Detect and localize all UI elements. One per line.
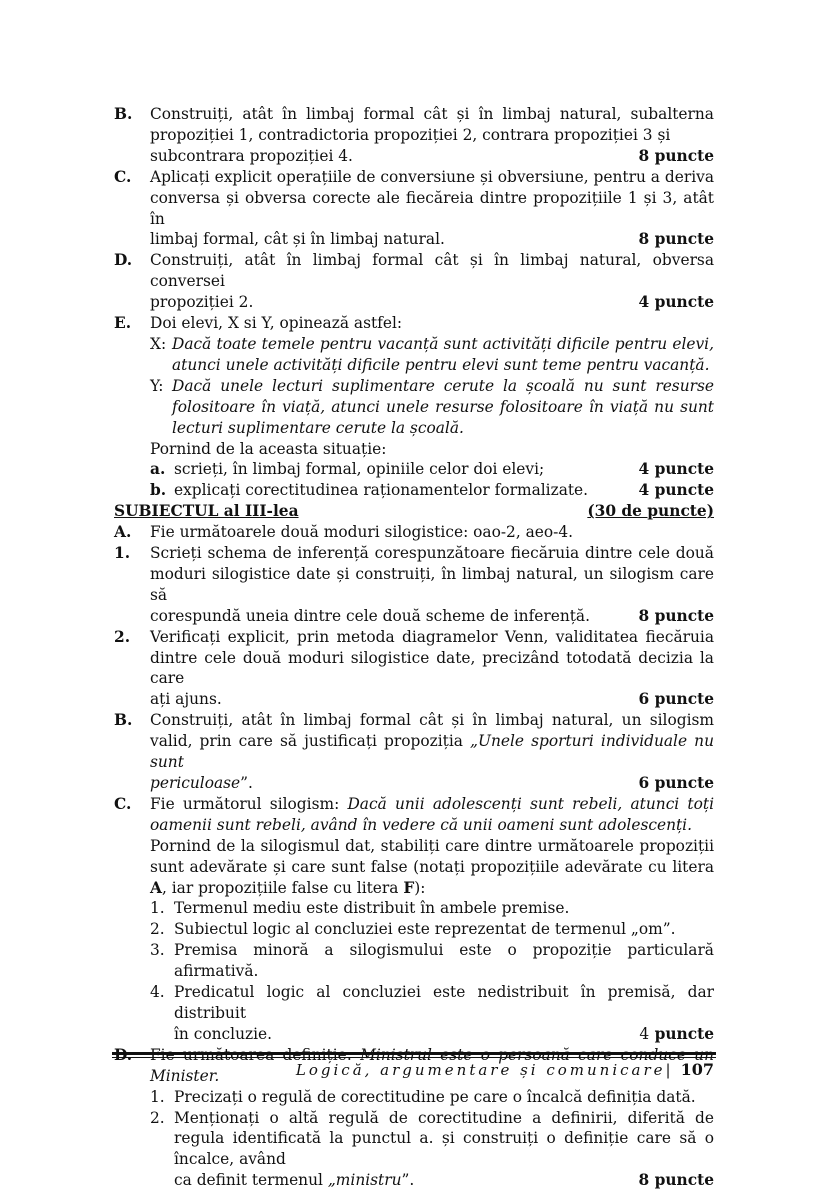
list-number: 1. <box>150 898 174 919</box>
page-number: 107 <box>681 1060 714 1079</box>
item-label: A. <box>114 522 150 543</box>
subitem-label: b. <box>150 480 174 501</box>
syllogism-text: Dacă unii adolescenți sunt rebeli, atunci toți oamenii sunt rebeli, având în vedere că unii oameni sunt adolescenți. <box>150 795 714 834</box>
list-text-end: în concluzie. <box>174 1024 272 1045</box>
footer-rule-thin <box>112 1057 716 1058</box>
points-label: 8 puncte <box>639 1170 714 1191</box>
list-item <box>150 919 714 940</box>
letter-f: F <box>403 879 414 897</box>
list-number: 1. <box>150 1087 174 1108</box>
points-word: puncte <box>655 1025 714 1043</box>
item-quote-tail: ”. <box>240 774 253 792</box>
item-text-end: corespundă uneia dintre cele două scheme de inferență. <box>150 606 590 627</box>
subitem-text: explicați corectitudinea raționamentelor formalizate. <box>174 480 588 501</box>
item-label: 2. <box>114 627 150 711</box>
item-text-end: subcontrara propoziției 4. <box>150 146 353 167</box>
item-text: Fie următorul silogism: <box>150 795 347 813</box>
item-intro: Doi elevi, X si Y, opinează astfel: <box>150 313 714 334</box>
list-text: Menționați o altă regulă de corectitudine a definirii, diferită de regula identificată la punctul a. și construiți o definiție care să o încalce, având <box>174 1108 714 1171</box>
points-number: 4 <box>639 1025 649 1043</box>
item-quote-end: periculoase <box>150 774 240 792</box>
points-label: 8 puncte <box>639 606 714 627</box>
points-label: 6 puncte <box>639 689 714 710</box>
item-text-end: limbaj formal, cât și în limbaj natural. <box>150 229 445 250</box>
list-text: Premisa minoră a silogismului este o propoziție particulară afirmativă. <box>174 940 714 982</box>
instruction-text: , iar propozițiile false cu litera <box>162 879 403 897</box>
item-text: Aplicați explicit operațiile de conversiune și obversiune, pentru a deriva conversa și obversa corecte ale fiecăreia dintre propozițiile 1 și 3, atât în <box>150 167 714 230</box>
list-number: 4. <box>150 982 174 1045</box>
list-item <box>150 1087 714 1108</box>
item-text: Verificați explicit, prin metoda diagramelor Venn, validitatea fiecăruia dintre cele două moduri silogistice date, precizând totodată decizia la care <box>150 627 714 690</box>
opinion-y <box>150 376 714 439</box>
item-quote: „Unele sporturi individuale nu sunt <box>150 732 714 771</box>
list-number: 3. <box>150 940 174 982</box>
list-item <box>150 940 714 982</box>
item-text: Scrieți schema de inferență corespunzătoare fiecăruia dintre cele două moduri silogistice date și construiți, în limbaj natural, un silogism care să <box>150 543 714 606</box>
instruction-text: ): <box>414 879 425 897</box>
item-label: B. <box>114 710 150 794</box>
points-label: 4 puncte <box>639 480 714 501</box>
page-footer <box>296 1060 714 1079</box>
exam-page <box>114 104 714 1191</box>
opinion-y-text: Dacă unele lecturi suplimentare cerute la școală nu sunt resurse folositoare în viață, atunci unele resurse folositoare în viață nu sunt lecturi suplimentare cerute la școală. <box>172 376 714 439</box>
subitem-text: scrieți, în limbaj formal, opiniile celor doi elevi; <box>174 459 544 480</box>
item-c <box>114 167 714 251</box>
section-title: SUBIECTUL al III-lea <box>114 501 299 522</box>
item-text-end: ați ajuns. <box>150 689 222 710</box>
subitem-label: a. <box>150 459 174 480</box>
item-label: B. <box>114 104 150 167</box>
list-item <box>150 982 714 1045</box>
item-from: Pornind de la aceasta situație: <box>150 439 714 460</box>
item-e <box>114 313 714 501</box>
item-b-iii <box>114 710 714 794</box>
opinion-x-text: Dacă toate temele pentru vacanță sunt activități dificile pentru elevi, atunci unele activități dificile pentru elevi sunt teme pentru vacanță. <box>172 334 714 376</box>
footer-rule <box>112 1052 716 1055</box>
list-text: Subiectul logic al concluziei este reprezentat de termenul „om”. <box>174 919 714 940</box>
list-item <box>150 1108 714 1191</box>
subitem-b <box>150 480 714 501</box>
defined-term: „ministru <box>328 1171 402 1189</box>
list-text: Predicatul logic al concluziei este nedistribuit în premisă, dar distribuit <box>174 982 714 1024</box>
points-label <box>639 1024 714 1045</box>
item-2 <box>114 627 714 711</box>
opinion-x-label: X: <box>150 334 172 376</box>
opinion-y-label: Y: <box>150 376 172 439</box>
item-1 <box>114 543 714 627</box>
item-label: E. <box>114 313 150 501</box>
section-heading <box>114 501 714 522</box>
points-label: 4 puncte <box>639 292 714 313</box>
item-text-end: propoziției 2. <box>150 292 253 313</box>
list-number: 2. <box>150 919 174 940</box>
list-text: Precizați o regulă de corectitudine pe care o încalcă definiția dată. <box>174 1087 714 1108</box>
points-label: 8 puncte <box>639 146 714 167</box>
opinion-x <box>150 334 714 376</box>
list-text-end: ca definit termenul <box>174 1171 328 1189</box>
footer-separator: | <box>666 1061 671 1079</box>
item-label: C. <box>114 794 150 1045</box>
item-label: D. <box>114 250 150 313</box>
letter-a: A <box>150 879 162 897</box>
definition-text: Minister. <box>150 1046 714 1085</box>
item-a <box>114 522 714 543</box>
item-label: C. <box>114 167 150 251</box>
item-b <box>114 104 714 167</box>
section-points: (30 de puncte) <box>587 501 714 522</box>
subitem-a <box>150 459 714 480</box>
item-label <box>114 1045 150 1191</box>
instruction-text: Pornind de la silogismul dat, stabiliți care dintre următoarele propoziții sunt adevărate și care sunt false (notați propozițiile adevărate cu litera <box>150 837 714 876</box>
item-text: Construiți, atât în limbaj formal cât și în limbaj natural, un silogism valid, prin care să justificați propoziția <box>150 711 714 750</box>
points-label: 4 puncte <box>639 459 714 480</box>
points-label: 8 puncte <box>639 229 714 250</box>
item-c-iii <box>114 794 714 1045</box>
list-number: 2. <box>150 1108 174 1191</box>
defined-term-tail: ”. <box>402 1171 415 1189</box>
item-label: 1. <box>114 543 150 627</box>
list-item <box>150 898 714 919</box>
item-text: Construiți, atât în limbaj formal cât și în limbaj natural, subalterna propoziției 1, contradictoria propoziției 2, contrara propoziției 3 și <box>150 104 714 146</box>
item-text: Fie următoarele două moduri silogistice: oao-2, aeo-4. <box>150 522 714 543</box>
item-text: Construiți, atât în limbaj formal cât și în limbaj natural, obversa conversei <box>150 250 714 292</box>
points-label: 6 puncte <box>639 773 714 794</box>
list-text: Termenul mediu este distribuit în ambele premise. <box>174 898 714 919</box>
footer-title: Logică, argumentare și comunicare <box>296 1061 666 1079</box>
item-d <box>114 250 714 313</box>
